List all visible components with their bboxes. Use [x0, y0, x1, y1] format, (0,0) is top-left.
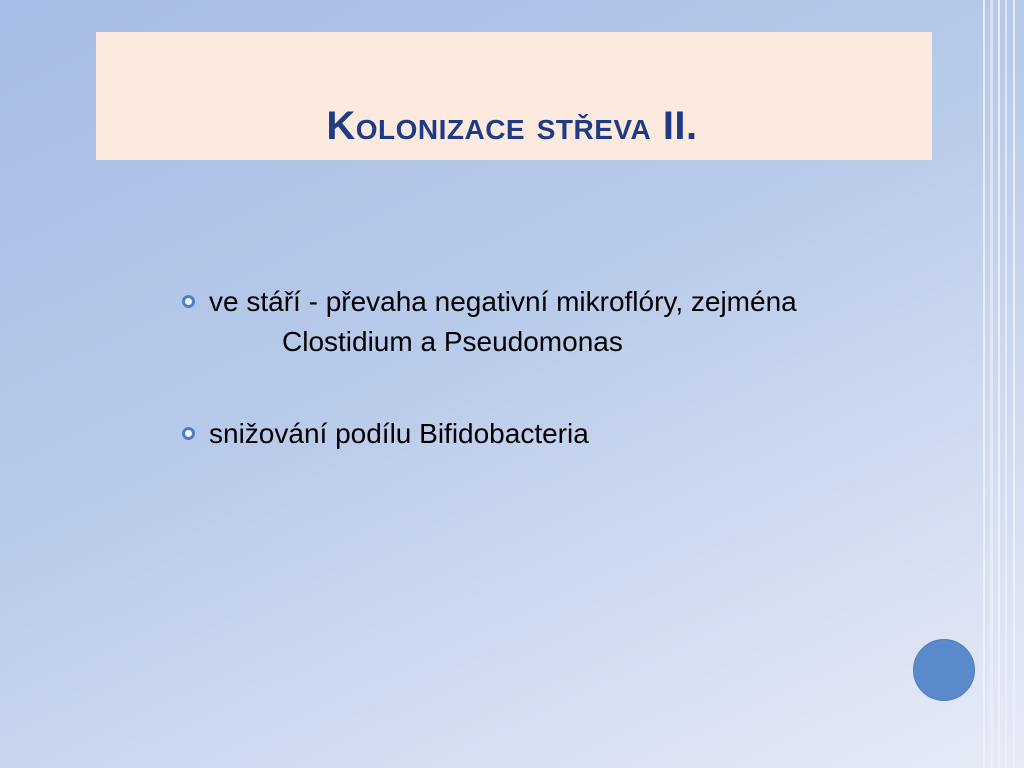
bullet-list	[182, 282, 962, 506]
bullet-circle-icon	[182, 295, 195, 308]
decorative-circle-icon	[913, 639, 975, 701]
bullet-text-line: ve stáří - převaha negativní mikroflóry, zejména	[209, 286, 797, 317]
slide-title: Kolonizace střeva II.	[326, 104, 698, 148]
bullet-text-line: snižování podílu Bifidobacteria	[209, 418, 589, 449]
bullet-text-continuation: Clostidium a Pseudomonas	[282, 326, 623, 357]
bullet-circle-icon	[182, 427, 195, 440]
bullet-item	[182, 282, 962, 362]
bullet-item	[182, 414, 962, 454]
